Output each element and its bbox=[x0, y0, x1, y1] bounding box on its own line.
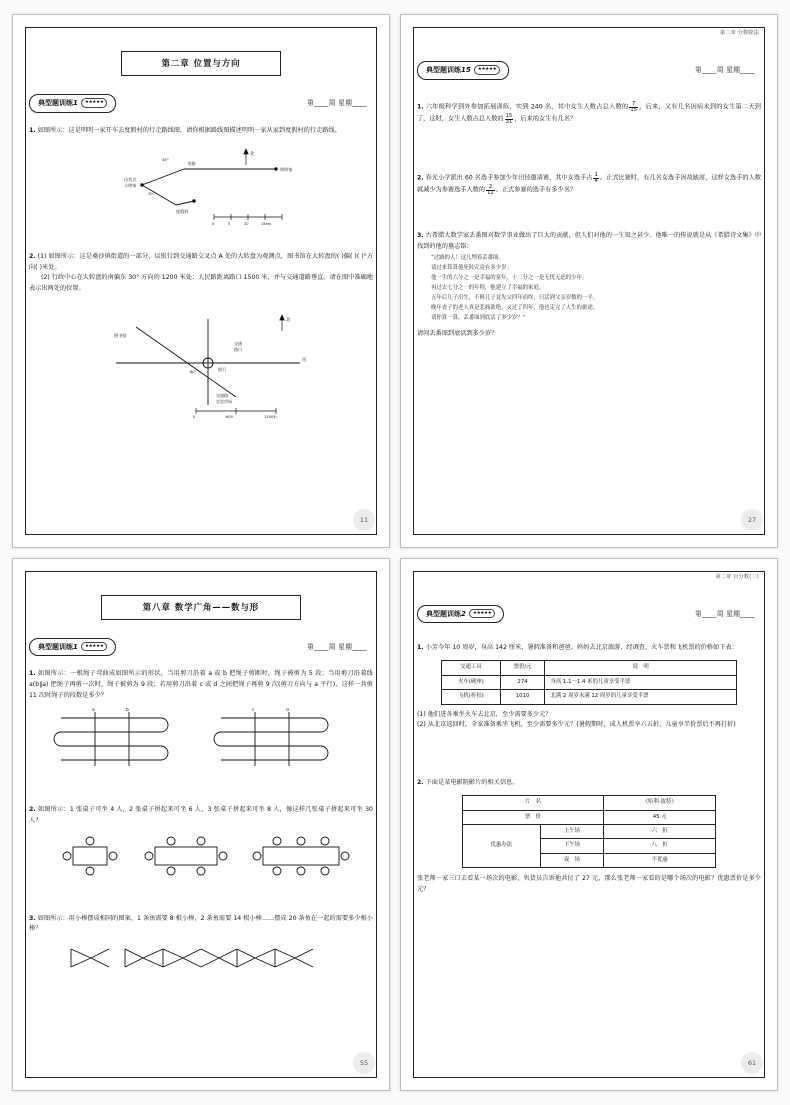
question-text: 如图所示：1 张桌子可坐 4 人，2 张桌子拼起来可坐 6 人，3 张桌子拼起来可坐 8 人，像这样几张桌子拼起来可坐 30 人？ bbox=[29, 805, 373, 824]
movie-table bbox=[462, 795, 717, 868]
svg-text:路口: 路口 bbox=[234, 347, 242, 353]
training-header bbox=[417, 605, 761, 624]
training-header bbox=[29, 94, 373, 113]
question-2 bbox=[29, 252, 373, 419]
svg-text:10: 10 bbox=[244, 221, 249, 226]
table-row bbox=[462, 810, 716, 824]
table-header-cell: 票价/元 bbox=[500, 661, 545, 675]
question-number: 1. bbox=[29, 670, 36, 678]
svg-text:出发点: 出发点 bbox=[124, 176, 137, 182]
table-cell: 北满 2 周岁未满 12 周岁的儿童享受半票 bbox=[545, 690, 736, 704]
question-text: 如图所示：用小棒摆成相同的图案，1 条鱼需要 8 根小棒，2 条鱼需要 14 根小棒……摆成 20 条鱼在一起的需要多少根小棒？ bbox=[29, 914, 373, 933]
question-text-a: 春光小学派出 60 名选手参加少年田径邀请赛，其中女选手占 bbox=[425, 174, 593, 182]
table-cell: 上午场 bbox=[540, 824, 603, 838]
fraction-a: $\frac{1}{4}$ bbox=[594, 171, 598, 185]
svg-text:北: 北 bbox=[250, 151, 255, 157]
training-label: 典型题训练 bbox=[38, 99, 73, 108]
page-content bbox=[29, 27, 373, 533]
fare-table bbox=[441, 660, 737, 704]
question-text: 如图所示：一根绳子弯曲成如图所示的形状，当用剪刀沿着 a 或 b 把绳子剪断时，绳子被剪为 5 段；当用剪刀沿着线 a(b∥a) 把绳子再剪一次时，绳子被剪为 9 段；若用剪刀沿着 c 或 d 之间把绳子再剪 9 次(剪刀方向与 a 平行)，这样一共剪 11 次时绳子的段数是多少？ bbox=[29, 670, 373, 700]
question-2 bbox=[29, 805, 373, 879]
route-map-figure bbox=[29, 143, 373, 229]
street-map-svg bbox=[76, 301, 326, 419]
table-cell: 身高 1.1～1.4 米的儿童享受半票 bbox=[545, 675, 736, 689]
fraction-b: $\frac{2}{11}$ bbox=[487, 183, 494, 197]
question-2 bbox=[417, 173, 761, 197]
book-page-61 bbox=[400, 558, 778, 1092]
question-number: 2. bbox=[29, 252, 36, 260]
rope-svg bbox=[51, 708, 351, 770]
book-page-27 bbox=[400, 14, 778, 548]
question-tail: 张老师一家三口去看某一场次的电影，售货员告诉他共付了 27 元，那么张老师一家看的是哪个场次的电影？优惠票价是多少元？ bbox=[417, 875, 761, 894]
poem-line: 请过来算算他死时究竟有多少岁。 bbox=[431, 265, 512, 272]
difficulty-stars: ★★★★★ bbox=[81, 98, 108, 107]
training-badge bbox=[417, 61, 509, 80]
page-number: 61 bbox=[741, 1052, 763, 1074]
training-number: 2 bbox=[461, 609, 466, 618]
table-cell: 八 折 bbox=[604, 839, 716, 853]
svg-text:西: 西 bbox=[302, 357, 307, 363]
question-number: 1. bbox=[29, 126, 36, 134]
question-text-b: ，后来，又有几名因病未到的女生第二天到了，这时，女生人数占总人数的 bbox=[417, 103, 761, 123]
svg-text:小明家: 小明家 bbox=[124, 182, 137, 188]
fraction-a: $\frac{7}{15}$ bbox=[630, 100, 637, 114]
svg-text:明明家: 明明家 bbox=[280, 166, 293, 172]
question-sub-2: (2) 从北京返回时，全家准备乘坐飞机，至少需要多少元？(暑假期时，成人机票享六五折，儿童享半价票后不再打折) bbox=[417, 721, 736, 729]
question-2 bbox=[417, 778, 761, 896]
table-header-cell: 交通工具 bbox=[442, 661, 501, 675]
table-row bbox=[442, 675, 737, 689]
page-content bbox=[417, 45, 761, 533]
table-cell: 票 价 bbox=[462, 810, 603, 824]
svg-text:5: 5 bbox=[228, 221, 231, 226]
question-3 bbox=[417, 231, 761, 340]
svg-text:0: 0 bbox=[193, 415, 196, 420]
question-text: (1) 如图所示：这是桑沙镇街道的一部分，以银行到交通路交叉点 A 处的大转盘为观测点，图书馆在大转盘的( )偏( )( )°方向( )米处。 bbox=[29, 252, 374, 271]
training-header bbox=[417, 61, 761, 80]
question-number: 3. bbox=[29, 914, 36, 922]
rope-figure bbox=[29, 708, 373, 770]
question-text-a: 六年级科学到外参加拓展训练，实到 240 名，其中女生人数占总人数的 bbox=[425, 103, 629, 111]
question-number: 1. bbox=[417, 103, 424, 111]
rope-label-a: a bbox=[92, 707, 95, 713]
week-line: 第____周 星期____ bbox=[694, 66, 755, 75]
svg-text:农贸市场: 农贸市场 bbox=[216, 399, 232, 405]
question-1 bbox=[29, 126, 373, 229]
rope-label-d: d bbox=[286, 707, 289, 713]
svg-text:图书馆: 图书馆 bbox=[114, 333, 127, 339]
svg-text:15km: 15km bbox=[261, 221, 272, 226]
running-head: 第二章 分数除法 bbox=[720, 30, 759, 36]
question-number: 3. bbox=[417, 232, 424, 240]
table-cell: 274 bbox=[500, 675, 545, 689]
question-text-b: 。正式比赛时，有几名女选手因故缺席，这样女选手的人数就减少为参赛选手人数的 bbox=[417, 174, 762, 194]
training-badge bbox=[29, 94, 116, 113]
difficulty-stars: ★★★★★ bbox=[474, 65, 501, 74]
chapter-title: 第二章 位置与方向 bbox=[121, 51, 281, 76]
table-cell: 六 折 bbox=[604, 824, 716, 838]
table-cell: 夜 场 bbox=[540, 853, 603, 867]
training-number: 1 bbox=[73, 99, 78, 108]
question-1 bbox=[29, 669, 373, 770]
poem-line: 他一生的六分之一是幸福的童年，十二分之一是无忧无虑的少年。 bbox=[431, 275, 588, 282]
chapter-title: 第八章 数学广角——数与形 bbox=[101, 595, 301, 620]
table-cell: 飞机(折扣) bbox=[442, 690, 501, 704]
epitaph-poem bbox=[431, 253, 761, 323]
question-number: 2. bbox=[417, 174, 424, 182]
fish-figure bbox=[29, 941, 373, 975]
svg-text:0: 0 bbox=[212, 221, 215, 226]
question-text-c: 。正式参赛的选手有多少名？ bbox=[495, 186, 577, 194]
fish-svg bbox=[51, 941, 351, 975]
question-number: 2. bbox=[29, 805, 36, 813]
question-1 bbox=[417, 643, 761, 731]
difficulty-stars: ★★★★★ bbox=[469, 609, 496, 618]
table-cell: 不优惠 bbox=[604, 853, 716, 867]
question-3 bbox=[29, 914, 373, 976]
page-number: 11 bbox=[353, 509, 375, 531]
svg-text:北: 北 bbox=[286, 318, 291, 324]
svg-text:60°: 60° bbox=[190, 370, 197, 375]
table-header-cell: 说 明 bbox=[545, 661, 736, 675]
running-head: 第二章 百分数(二) bbox=[715, 573, 759, 580]
question-1 bbox=[417, 102, 761, 126]
book-page-55 bbox=[12, 558, 390, 1092]
page-content bbox=[29, 571, 373, 1077]
training-number: 1 bbox=[73, 642, 78, 651]
svg-text:45°: 45° bbox=[162, 156, 169, 162]
table-header-cell: 片 名 bbox=[462, 796, 603, 810]
week-line: 第____周 星期____ bbox=[306, 642, 367, 651]
table-cell: 1010 bbox=[500, 690, 545, 704]
table-cell: 火车(硬座) bbox=[442, 675, 501, 689]
svg-text:银行: 银行 bbox=[218, 367, 227, 373]
rope-label-c: c bbox=[252, 707, 255, 713]
tables-figure bbox=[29, 833, 373, 879]
tables-svg bbox=[51, 833, 351, 879]
question-number: 1. bbox=[417, 644, 424, 652]
question-text: 下面是某电影院影片的相关信息。 bbox=[425, 779, 519, 787]
question-text: 小芳今年 10 周岁，身高 142 厘米，暑假准备和爸爸、妈妈去北京旅游，经调查，火车票和飞机票的价格如下表： bbox=[425, 644, 738, 652]
svg-text:度假村: 度假村 bbox=[176, 208, 189, 214]
fraction-b: $\frac{15}{31}$ bbox=[505, 112, 513, 126]
svg-text:30°: 30° bbox=[148, 190, 155, 196]
street-map-figure bbox=[29, 301, 373, 419]
rope-label-b: b bbox=[126, 707, 129, 713]
table-row bbox=[462, 824, 716, 838]
question-text: 古希腊大数学家丢番图对数学事业做出了巨大的贡献，但人们对他的一生知之甚少。他唯一的传说就是从《希腊诗文集》中找到的他的墓志铭： bbox=[417, 232, 762, 251]
table-header-row bbox=[442, 661, 737, 675]
svg-text:交通路: 交通路 bbox=[216, 393, 228, 399]
week-line: 第____周 星期____ bbox=[306, 99, 367, 108]
training-label: 典型题训练 bbox=[426, 66, 461, 74]
poem-line: 请你算一算，丢番图到底活了多少岁？” bbox=[431, 315, 526, 322]
training-label: 典型题训练 bbox=[38, 642, 73, 651]
question-sub-1: (1) 他们进各乘坐火车去北京，至少需要多少元？ bbox=[417, 710, 552, 718]
difficulty-stars: ★★★★★ bbox=[81, 642, 108, 651]
table-header-cell: 《哈利·波特》 bbox=[604, 796, 716, 810]
route-map-svg bbox=[76, 143, 326, 229]
poem-line: 晚年丧子的老人真是悲痛欲绝，又过了四年，他也走完了人生的旅途。 bbox=[431, 305, 599, 312]
table-header-row bbox=[462, 796, 716, 810]
training-header bbox=[29, 638, 373, 657]
training-number: 15 bbox=[461, 66, 471, 74]
poem-line: 再过去七分之一的年程，他建立了幸福的家庭。 bbox=[431, 285, 545, 292]
training-badge bbox=[417, 605, 504, 624]
question-text: 如图所示：这是明明一家开车去度假村的行走路线图，请你根据路线图描述明明一家从家到度假村的行走路线。 bbox=[37, 126, 341, 134]
table-cell: 下午场 bbox=[540, 839, 603, 853]
table-row bbox=[442, 690, 737, 704]
page-number: 55 bbox=[353, 1052, 375, 1074]
table-group-label: 优惠办法 bbox=[462, 824, 540, 867]
question-number: 2. bbox=[417, 779, 424, 787]
question-tail: 请问丢番图到底活到多少岁？ bbox=[417, 330, 498, 338]
book-page-11 bbox=[12, 14, 390, 548]
svg-text:交通: 交通 bbox=[234, 341, 242, 347]
week-line: 第____周 星期____ bbox=[694, 609, 755, 618]
training-badge bbox=[29, 638, 116, 657]
svg-text:600: 600 bbox=[226, 415, 233, 420]
poem-line: 五年后儿子出生，不料儿子竟先父四年而终，只活到父亲岁数的一半。 bbox=[431, 295, 599, 302]
question-text-2: (2) 行政中心在大转盘的南偏东 30° 方向的 1200 米处；人民路距离路口 1500 米，并与交通道路垂直。请在图中准确地表示出两处的位置。 bbox=[29, 274, 373, 293]
svg-text:1200米: 1200米 bbox=[264, 415, 277, 420]
page-number: 27 bbox=[741, 509, 763, 531]
question-text-c: ，后来的女生有几名？ bbox=[514, 115, 577, 123]
poem-line: “过路的人！这儿埋着丢番图。 bbox=[431, 255, 504, 262]
svg-text:欧路: 欧路 bbox=[188, 160, 196, 166]
training-label: 典型题训练 bbox=[426, 609, 461, 618]
page-content bbox=[417, 589, 761, 1077]
table-cell: 45 元 bbox=[604, 810, 716, 824]
